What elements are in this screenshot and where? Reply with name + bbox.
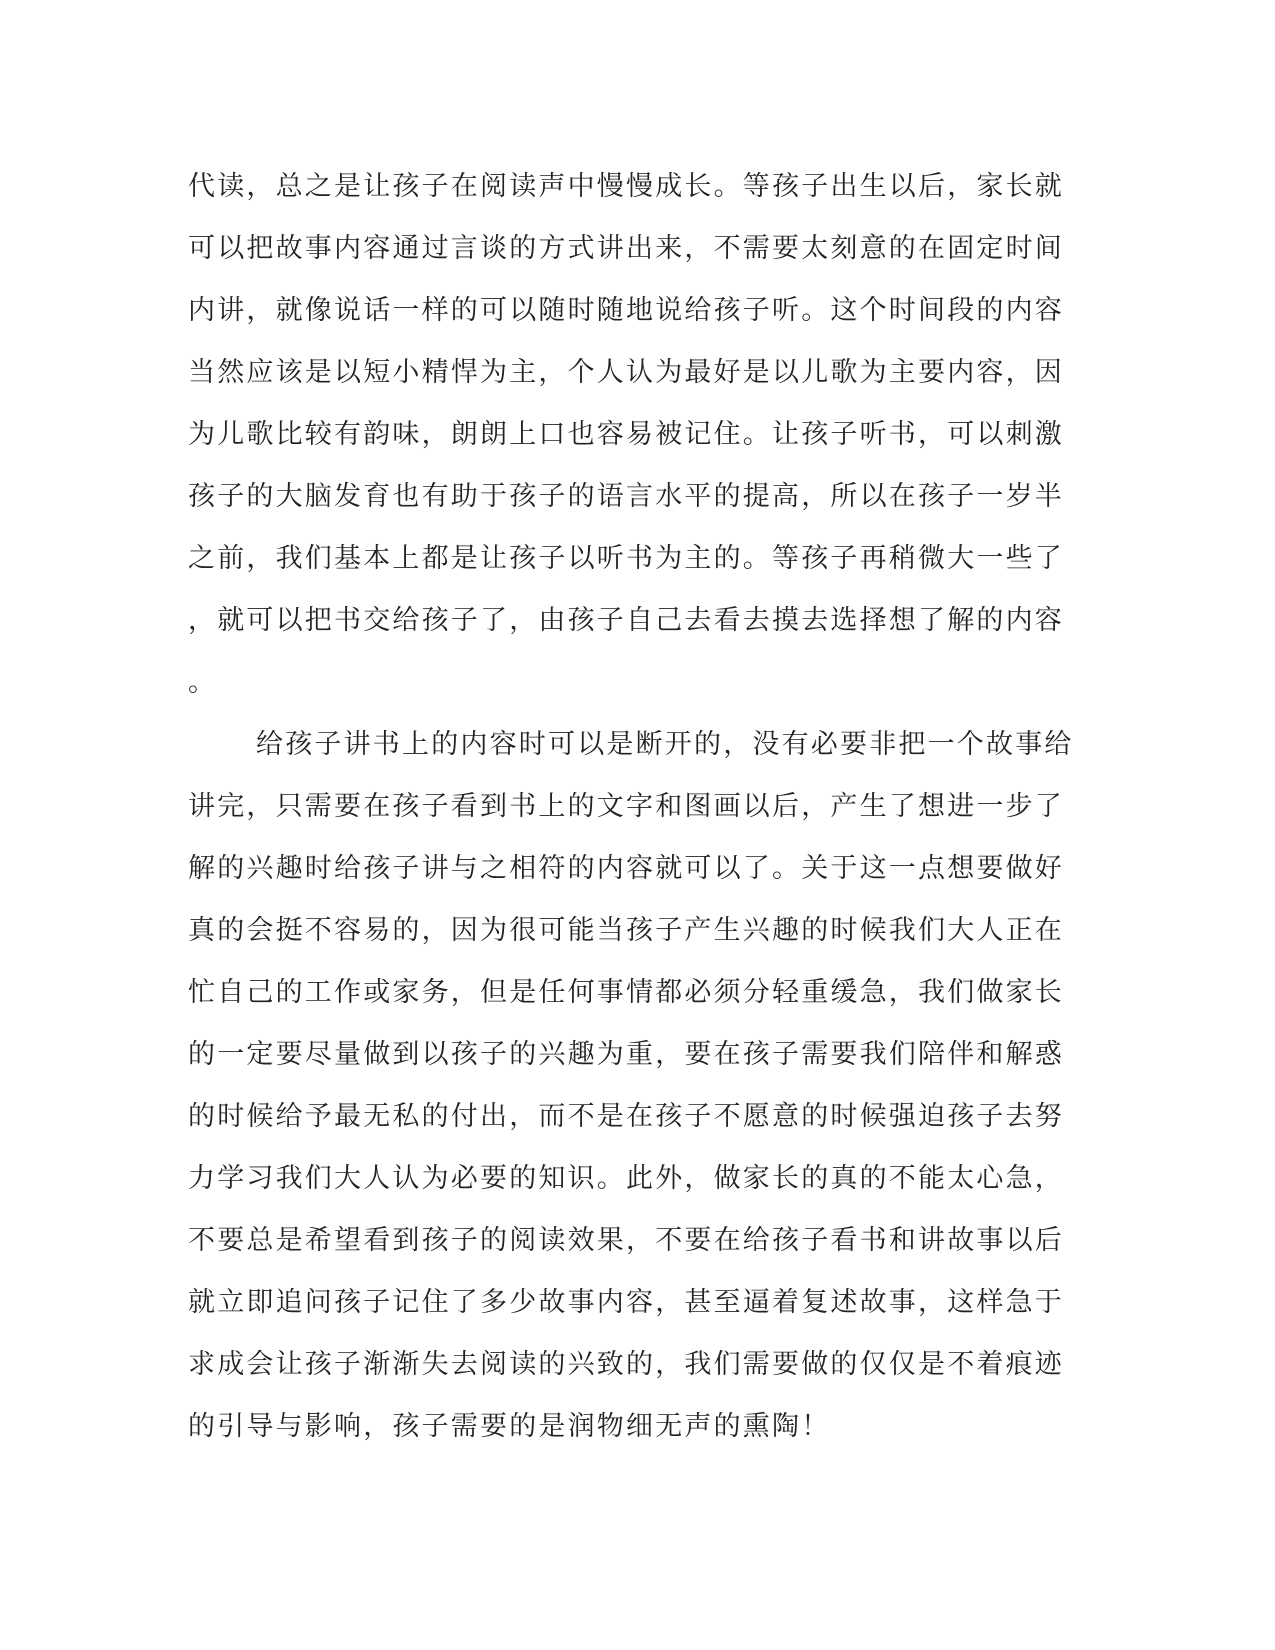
text-line: 真的会挺不容易的，因为很可能当孩子产生兴趣的时候我们大人正在: [188, 915, 1064, 946]
text-line: 解的兴趣时给孩子讲与之相符的内容就可以了。关于这一点想要做好: [188, 853, 1064, 884]
text-line: 的引导与影响，孩子需要的是润物细无声的熏陶！: [188, 1411, 831, 1442]
text-line: 的时候给予最无私的付出，而不是在孩子不愿意的时候强迫孩子去努: [188, 1101, 1064, 1132]
text-line: 给孩子讲书上的内容时可以是断开的，没有必要非把一个故事给: [256, 729, 1074, 760]
text-line: 讲完，只需要在孩子看到书上的文字和图画以后，产生了想进一步了: [188, 791, 1064, 822]
text-line: 孩子的大脑发育也有助于孩子的语言水平的提高，所以在孩子一岁半: [188, 481, 1064, 512]
text-line: 当然应该是以短小精悍为主，个人认为最好是以儿歌为主要内容，因: [188, 357, 1064, 388]
text-line: 的一定要尽量做到以孩子的兴趣为重，要在孩子需要我们陪伴和解惑: [188, 1039, 1064, 1070]
text-line: 不要总是希望看到孩子的阅读效果，不要在给孩子看书和讲故事以后: [188, 1225, 1064, 1256]
text-line: 就立即追问孩子记住了多少故事内容，甚至逼着复述故事，这样急于: [188, 1287, 1064, 1318]
text-line: 。: [188, 667, 218, 698]
text-line: 可以把故事内容通过言谈的方式讲出来，不需要太刻意的在固定时间: [188, 233, 1064, 264]
text-line: 之前，我们基本上都是让孩子以听书为主的。等孩子再稍微大一些了: [188, 543, 1064, 574]
text-line: 为儿歌比较有韵味，朗朗上口也容易被记住。让孩子听书，可以刺激: [188, 419, 1064, 450]
text-line: 忙自己的工作或家务，但是任何事情都必须分轻重缓急，我们做家长: [188, 977, 1064, 1008]
text-line: 求成会让孩子渐渐失去阅读的兴致的，我们需要做的仅仅是不着痕迹: [188, 1349, 1064, 1380]
paragraph-2: [188, 714, 1074, 1458]
text-line: 力学习我们大人认为必要的知识。此外，做家长的真的不能太心急，: [188, 1163, 1064, 1194]
text-line: ，就可以把书交给孩子了，由孩子自己去看去摸去选择想了解的内容: [188, 605, 1064, 636]
text-line: 代读，总之是让孩子在阅读声中慢慢成长。等孩子出生以后，家长就: [188, 171, 1064, 202]
text-line: 内讲，就像说话一样的可以随时随地说给孩子听。这个时间段的内容: [188, 295, 1064, 326]
body-text: [188, 156, 1074, 1458]
paragraph-1: [188, 156, 1068, 714]
